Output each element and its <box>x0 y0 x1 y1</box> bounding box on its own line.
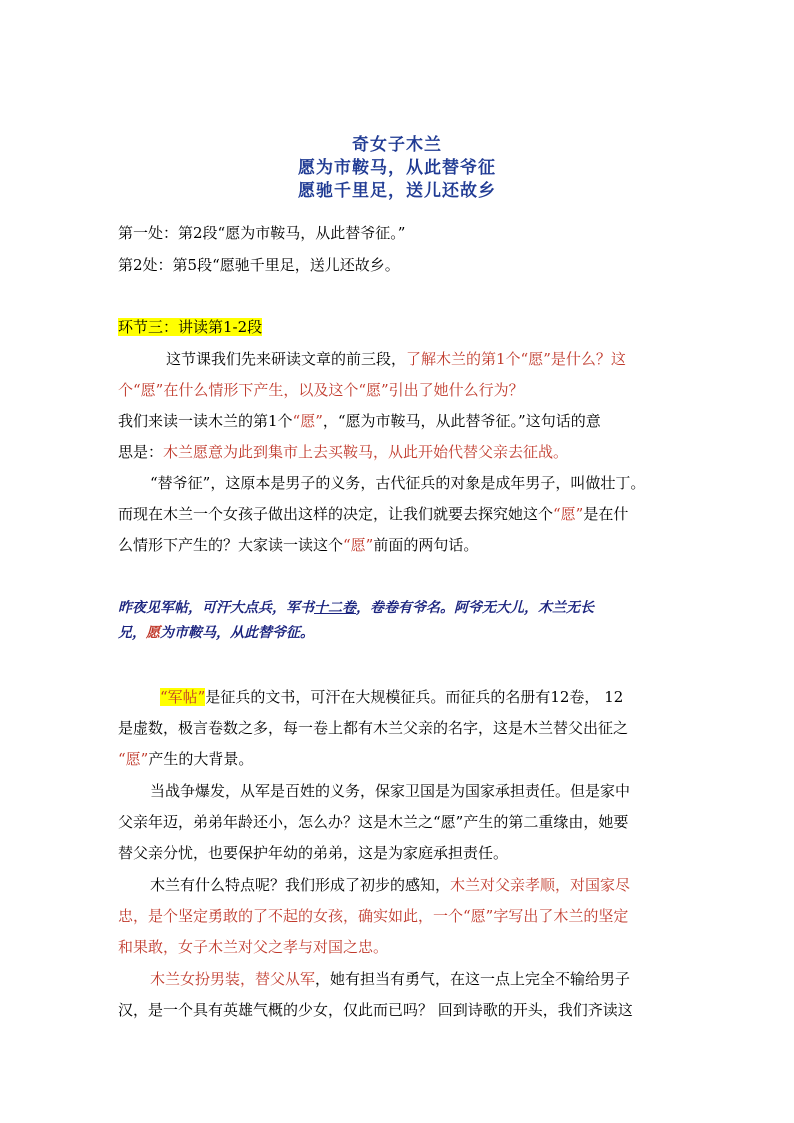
paragraph-line: 我们来读一读木兰的第1个“愿”，“愿为市鞍马，从此替爷征。”这句话的意 <box>118 412 601 430</box>
poem-line: 昨夜见军帖，可汗大点兵，军书十二卷，卷卷有爷名。阿爷无大儿，木兰无长 <box>118 600 594 616</box>
paragraph-line: 思是：木兰愿意为此到集市上去买鞍马，从此开始代替父亲去征战。 <box>118 443 569 461</box>
paragraph-line: 当战争爆发，从军是百姓的义务，保家卫国是为国家承担责任。但是家中 <box>150 782 631 800</box>
paragraph-line: 是虚数，极言卷数之多，每一卷上都有木兰父亲的名字，这是木兰替父出征之 <box>118 719 629 737</box>
paragraph-line: 忠，是个坚定勇敢的了不起的女孩，确实如此，一个“愿”字写出了木兰的坚定 <box>118 907 629 925</box>
paragraph-line: 和果敢，女子木兰对父之孝与对国之忠。 <box>118 938 389 956</box>
reference-line-2: 第2处：第5段“愿驰千里足，送儿还故乡。 <box>118 256 400 274</box>
paragraph-line: 替父亲分忧，也要保护年幼的弟弟，这是为家庭承担责任。 <box>118 844 509 862</box>
section-heading-text: 环节三：讲读第1-2段 <box>118 318 263 336</box>
paragraph-line: 这节课我们先来研读文章的前三段，了解木兰的第1个“愿”是什么？这 <box>166 350 626 368</box>
paragraph-line: “军帖”是征兵的文书，可汗在大规模征兵。而征兵的名册有12卷， 12 <box>160 688 624 706</box>
doc-subtitle-1: 愿为市鞍马，从此替爷征 <box>298 158 496 178</box>
paragraph-line: “愿”产生的大背景。 <box>118 750 254 768</box>
paragraph-line: 汉，是一个具有英雄气概的少女，仅此而已吗？ 回到诗歌的开头，我们齐读这 <box>118 1001 633 1019</box>
section-heading <box>118 316 678 337</box>
paragraph-line: 个“愿”在什么情形下产生，以及这个“愿”引出了她什么行为？ <box>118 381 524 399</box>
doc-subtitle-2: 愿驰千里足，送儿还故乡 <box>298 181 496 201</box>
reference-line-1: 第一处：第2段“愿为市鞍马，从此替爷征。” <box>118 224 406 242</box>
paragraph-line: 木兰有什么特点呢？我们形成了初步的感知，木兰对父亲孝顺，对国家尽 <box>150 876 631 894</box>
paragraph-line: 而现在木兰一个女孩子做出这样的决定，让我们就要去探究她这个“愿”是在什 <box>118 505 629 523</box>
paragraph-line: 么情形下产生的？大家读一读这个“愿”前面的两句话。 <box>118 536 479 554</box>
paragraph-line: “替爷征”，这原本是男子的义务，古代征兵的对象是成年男子，叫做壮丁。 <box>150 474 646 492</box>
paragraph-line: 父亲年迈，弟弟年龄还小，怎么办？这是木兰之“愿”产生的第二重缘由，她要 <box>118 813 629 831</box>
paragraph-line: 木兰女扮男装，替父从军，她有担当有勇气，在这一点上完全不输给男子 <box>150 970 631 988</box>
doc-title: 奇女子木兰 <box>352 135 442 155</box>
poem-line: 兄，愿为市鞍马，从此替爷征。 <box>118 625 314 641</box>
